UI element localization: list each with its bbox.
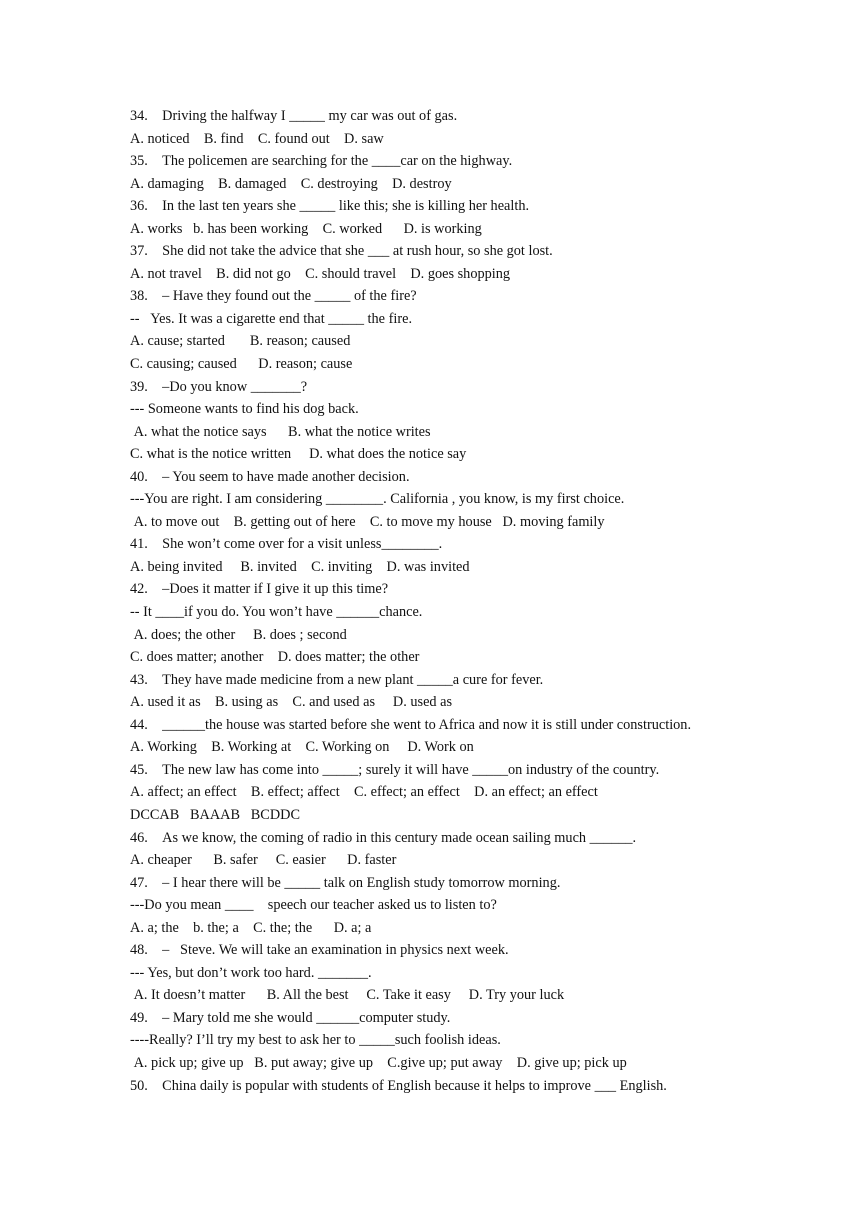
text-line: A. damaging B. damaged C. destroying D. destroy [130, 175, 452, 192]
text-line: 44. ______the house was started before she went to Africa and now it is still under construction. [130, 716, 692, 733]
text-line: A. cheaper B. safer C. easier D. faster [130, 852, 397, 869]
text-line: A. to move out B. getting out of here C. to move my house D. moving family [130, 513, 605, 530]
text-line: 43. They have made medicine from a new plant _____a cure for fever. [130, 671, 544, 688]
text-line: A. not travel B. did not go C. should travel D. goes shopping [130, 265, 511, 282]
text-line: A. affect; an effect B. effect; affect C. effect; an effect D. an effect; an effect [130, 784, 598, 801]
text-line: 34. Driving the halfway I _____ my car was out of gas. [130, 108, 458, 124]
text-line: 48. – Steve. We will take an examination in physics next week. [130, 942, 509, 959]
text-line: C. what is the notice written D. what does the notice say [130, 446, 467, 463]
text-line: 49. – Mary told me she would ______computer study. [130, 1009, 451, 1026]
text-line: --- Someone wants to find his dog back. [130, 401, 359, 418]
text-line: 42. –Does it matter if I give it up this time? [130, 581, 389, 598]
text-line: A. a; the b. the; a C. the; the D. a; a [130, 919, 372, 936]
text-line: C. causing; caused D. reason; cause [130, 356, 353, 373]
text-line: A. being invited B. invited C. inviting D. was invited [130, 558, 470, 575]
text-line: A. noticed B. find C. found out D. saw [130, 130, 384, 147]
text-line: 36. In the last ten years she _____ like this; she is killing her health. [130, 198, 530, 215]
text-line: 47. – I hear there will be _____ talk on English study tomorrow morning. [130, 874, 561, 891]
text-line: 37. She did not take the advice that she ___ at rush hour, so she got lost. [130, 243, 553, 260]
text-line: 38. – Have they found out the _____ of the fire? [130, 288, 417, 305]
text-line: ----Really? I’ll try my best to ask her to _____such foolish ideas. [130, 1032, 501, 1049]
text-line: A. what the notice says B. what the notice writes [130, 423, 431, 440]
document-body [130, 105, 750, 1097]
text-line: -- It ____if you do. You won’t have ______chance. [130, 604, 423, 621]
text-line: A. cause; started B. reason; caused [130, 333, 351, 350]
text-line: 39. –Do you know _______? [130, 378, 308, 395]
text-line: A. used it as B. using as C. and used as D. used as [130, 694, 453, 711]
text-line: 41. She won’t come over for a visit unless________. [130, 536, 443, 553]
text-line: 46. As we know, the coming of radio in this century made ocean sailing much ______. [130, 829, 637, 846]
text-line: A. does; the other B. does ; second [130, 626, 347, 643]
text-line: DCCAB BAAAB BCDDC [130, 806, 301, 823]
text-line: --- Yes, but don’t work too hard. _______. [130, 964, 372, 981]
text-line: ---Do you mean ____ speech our teacher asked us to listen to? [130, 897, 497, 914]
text-line: A. works b. has been working C. worked D. is working [130, 220, 482, 237]
text-line: C. does matter; another D. does matter; the other [130, 649, 420, 666]
text-line: 40. – You seem to have made another decision. [130, 468, 410, 485]
text-line: 35. The policemen are searching for the ____car on the highway. [130, 153, 513, 170]
text-line: 50. China daily is popular with students of English because it helps to improve ___ English. [130, 1077, 667, 1094]
text-line: -- Yes. It was a cigarette end that _____ the fire. [130, 310, 413, 327]
text-line: A. It doesn’t matter B. All the best C. Take it easy D. Try your luck [130, 987, 565, 1004]
text-line: A. Working B. Working at C. Working on D. Work on [130, 739, 474, 756]
text-line: ---You are right. I am considering ________. California , you know, is my first choice. [130, 491, 625, 508]
text-line: A. pick up; give up B. put away; give up C.give up; put away D. give up; pick up [130, 1054, 627, 1071]
text-line: 45. The new law has come into _____; surely it will have _____on industry of the country. [130, 761, 660, 778]
